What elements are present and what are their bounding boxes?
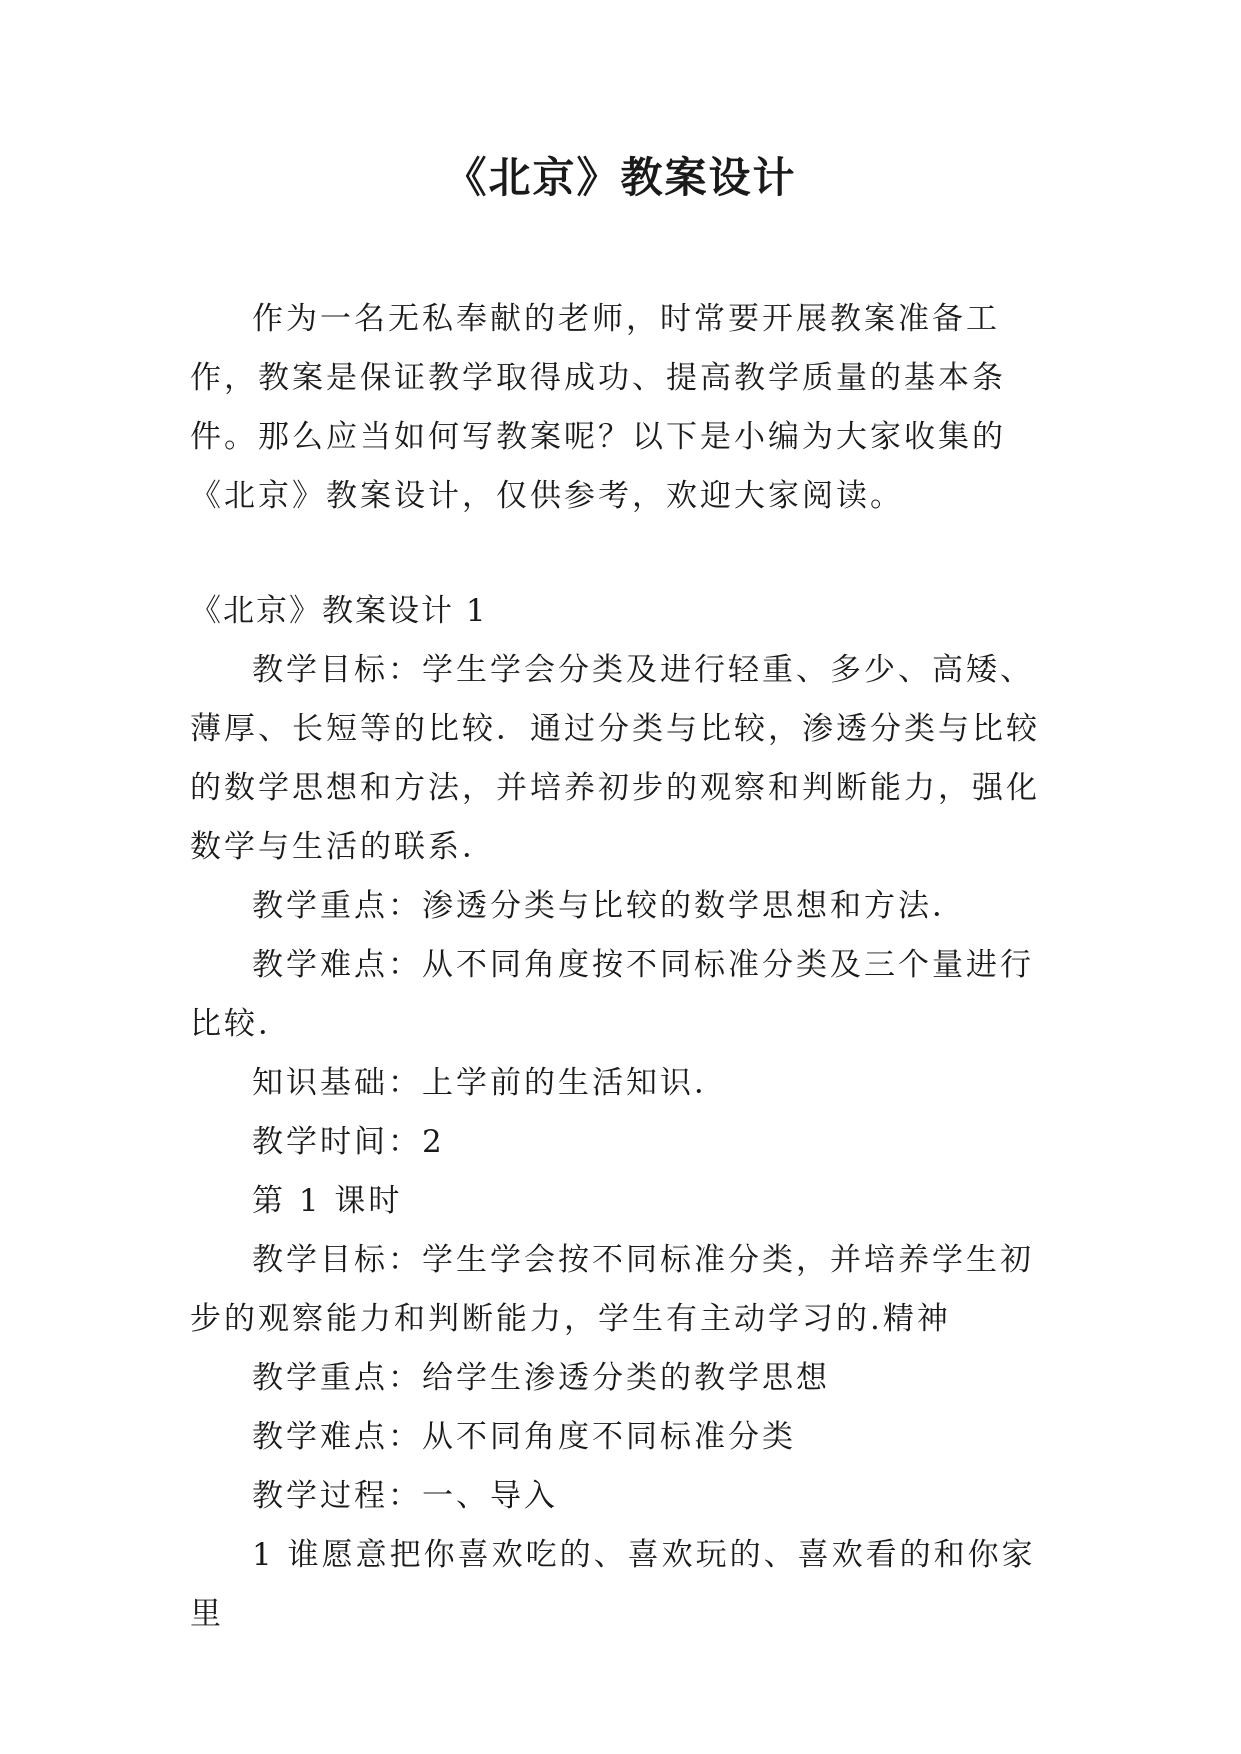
lesson-objectives-paragraph: 教学目标：学生学会按不同标准分类，并培养学生初步的观察能力和判断能力，学生有主动学习的.精神 (190, 1242, 1034, 1337)
document-title: 《北京》教案设计 (444, 153, 797, 202)
teaching-process-paragraph: 教学过程：一、导入 (252, 1478, 558, 1514)
lesson-focus-paragraph: 教学重点：给学生渗透分类的教学思想 (252, 1360, 830, 1396)
knowledge-base-paragraph: 知识基础：上学前的生活知识． (252, 1065, 728, 1101)
teaching-focus-paragraph: 教学重点：渗透分类与比较的数学思想和方法． (252, 888, 966, 924)
teaching-difficulty-paragraph: 教学难点：从不同角度按不同标准分类及三个量进行比较． (190, 947, 1034, 1042)
intro-paragraph: 作为一名无私奉献的老师，时常要开展教案准备工作，教案是保证教学取得成功、提高教学质量的基本条件。那么应当如何写教案呢？以下是小编为大家收集的《北京》教案设计，仅供参考，欢迎大家阅读。 (190, 301, 1006, 514)
teaching-time-paragraph: 教学时间：2 (252, 1124, 445, 1160)
section-gap (190, 526, 1050, 582)
lesson-difficulty-paragraph: 教学难点：从不同角度不同标准分类 (252, 1419, 796, 1455)
document-body (190, 290, 1050, 1644)
teaching-objectives-paragraph: 教学目标：学生学会分类及进行轻重、多少、高矮、薄厚、长短等的比较．通过分类与比较，渗透分类与比较的数学思想和方法，并培养初步的观察和判断能力，强化数学与生活的联系． (190, 652, 1040, 865)
lesson-number-paragraph: 第 1 课时 (252, 1183, 403, 1219)
section-heading: 《北京》教案设计 1 (190, 593, 488, 629)
process-step-paragraph: 1 谁愿意把你喜欢吃的、喜欢玩的、喜欢看的和你家里 (190, 1537, 1036, 1632)
